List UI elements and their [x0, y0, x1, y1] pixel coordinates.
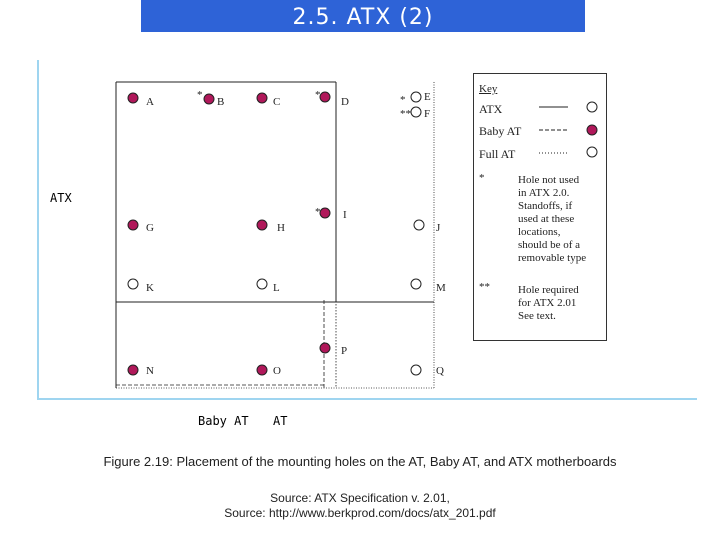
hole-label-f: F [424, 108, 431, 120]
key-star1: * [479, 172, 485, 184]
star-d: * [315, 89, 321, 101]
key-note1-line: removable type [518, 252, 587, 264]
hole-m [411, 279, 421, 289]
hole-label-n: N [146, 365, 154, 377]
key-title: Key [479, 83, 498, 95]
hole-n [128, 365, 138, 375]
key-note1 [518, 174, 586, 265]
slide-title: 2.5. ATX (2) [141, 0, 585, 32]
source-line-1: Source: ATX Specification v. 2.01, [270, 491, 450, 505]
hole-j [414, 220, 424, 230]
hole-label-l: L [273, 282, 280, 294]
hole-g [128, 220, 138, 230]
hole-p [320, 343, 330, 353]
hole-i [320, 208, 330, 218]
hole-e [411, 92, 421, 102]
figure-caption: Figure 2.19: Placement of the mounting holes on the AT, Baby AT, and ATX motherboards [103, 454, 617, 469]
hole-label-h: H [277, 222, 285, 234]
hole-d [320, 92, 330, 102]
key-note1-line: locations, [518, 226, 561, 238]
star-e: * [400, 94, 406, 106]
key-star2: ** [479, 281, 490, 293]
baby-at-board-label: Baby AT [198, 414, 249, 428]
hole-label-a: A [146, 96, 154, 108]
hole-q [411, 365, 421, 375]
hole-c [257, 93, 267, 103]
hole-label-e: E [424, 91, 431, 103]
hole-label-b: B [217, 96, 225, 108]
key-note1-line: Hole not used [518, 174, 580, 186]
key-note2-line: Hole required [518, 284, 579, 296]
hole-label-o: O [273, 365, 281, 377]
key-baby-at-label: Baby AT [479, 124, 522, 138]
key-note2 [518, 284, 579, 323]
hole-label-p: P [341, 345, 348, 357]
key-note1-line: used at these [518, 213, 575, 225]
key-atx-label: ATX [479, 102, 503, 116]
star-i: * [315, 206, 321, 218]
key-note2-line: See text. [518, 310, 556, 322]
hole-label-m: M [436, 282, 446, 294]
key-note1-line: in ATX 2.0. [518, 187, 570, 199]
key-note1-line: should be of a [518, 239, 581, 251]
hole-a [128, 93, 138, 103]
hole-label-q: Q [436, 365, 444, 377]
hole-h [257, 220, 267, 230]
hole-label-j: J [436, 222, 441, 234]
hole-label-d: D [341, 96, 349, 108]
hole-label-g: G [146, 222, 154, 234]
hole-k [128, 279, 138, 289]
atx-board-label: ATX [50, 191, 72, 205]
key-note2-line: for ATX 2.01 [518, 297, 577, 309]
hole-f [411, 107, 421, 117]
hole-label-i: I [343, 209, 347, 221]
hole-o [257, 365, 267, 375]
at-board-label: AT [273, 414, 288, 428]
star-b: * [197, 89, 203, 101]
hole-label-c: C [273, 96, 281, 108]
hole-l [257, 279, 267, 289]
hole-label-k: K [146, 282, 154, 294]
key-note1-line: Standoffs, if [518, 200, 573, 212]
star-f: ** [400, 108, 411, 120]
key-full-at-label: Full AT [479, 147, 516, 161]
source-line-2: Source: http://www.berkprod.com/docs/atx_201.pdf [224, 506, 496, 520]
hole-b [204, 94, 214, 104]
